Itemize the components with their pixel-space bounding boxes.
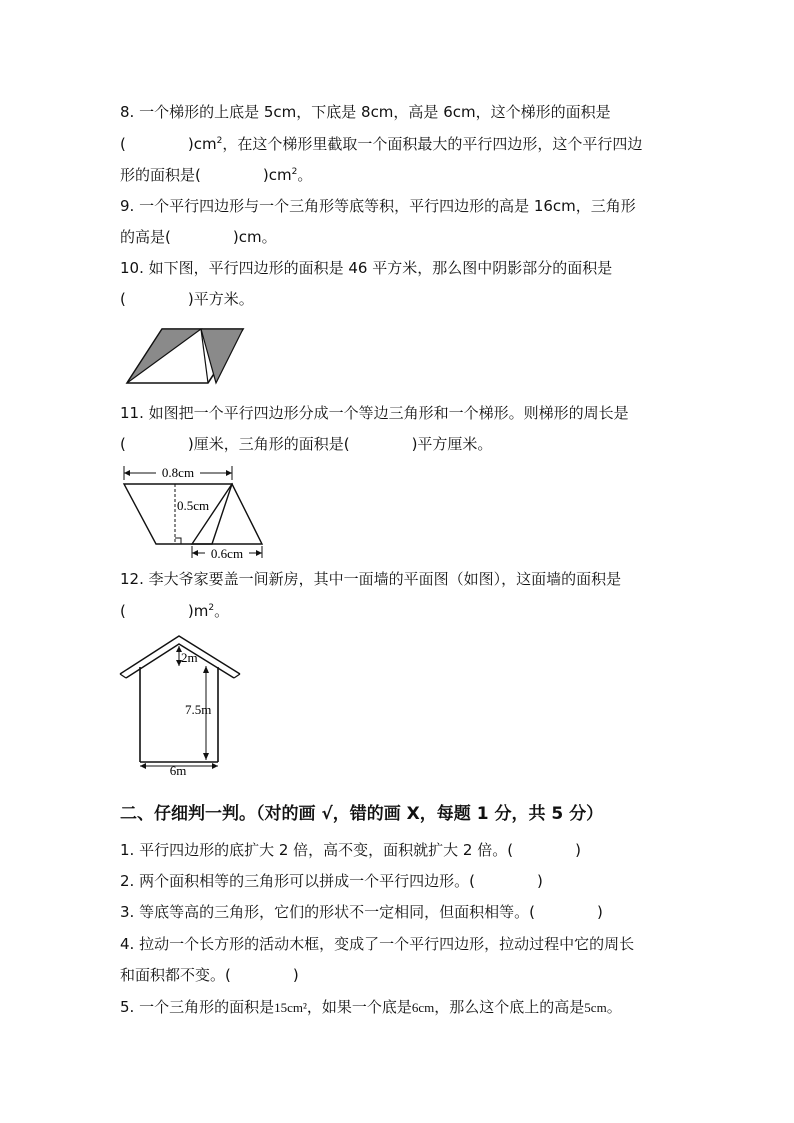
judge-item-1 — [120, 840, 581, 860]
q10-unit: )平方米。 — [187, 290, 254, 308]
q8-line3 — [120, 165, 312, 185]
judge-item-4-line1: 4. 拉动一个长方形的活动木框，变成了一个平行四边形，拉动过程中它的周长 — [120, 935, 635, 953]
judge-item-4-text2: 和面积都不变。( — [120, 966, 231, 984]
q12-line1: 12. 李大爷家要盖一间新房，其中一面墙的平面图（如图），这面墙的面积是 — [120, 570, 622, 588]
judge-item-5-text-c: ，那么这个底上的高是 — [434, 998, 585, 1016]
judge-item-5-text-d: 。 — [606, 998, 622, 1016]
q10-line2 — [120, 289, 254, 309]
q9-line2 — [120, 227, 277, 247]
q11-trapezoid-triangle-figure — [118, 462, 268, 562]
q11-unit: )平方厘米。 — [411, 435, 493, 453]
q12-house-figure — [118, 632, 248, 777]
q11-mid: )厘米，三角形的面积是( — [187, 435, 350, 453]
judge-item-5 — [120, 997, 622, 1018]
q10-parallelogram-figure — [120, 325, 250, 387]
judge-item-2-text: 2. 两个面积相等的三角形可以拼成一个平行四边形。( — [120, 872, 475, 890]
judge-item-1-text: 1. 平行四边形的底扩大 2 倍，高不变，面积就扩大 2 倍。( — [120, 841, 514, 859]
q9-line2-pre: 的高是( — [120, 228, 171, 246]
q12-line2 — [120, 601, 229, 621]
q11-open: ( — [120, 435, 126, 453]
judge-item-4-line2 — [120, 965, 299, 985]
q12-label-roof: 2m — [181, 650, 198, 665]
judge-item-3-text: 3. 等底等高的三角形，它们的形状不一定相同，但面积相等。( — [120, 903, 535, 921]
q12-end: 。 — [214, 602, 230, 620]
q9-line1: 9. 一个平行四边形与一个三角形等底等积，平行四边形的高是 16cm，三角形 — [120, 197, 636, 215]
judge-item-5-height: 5cm — [584, 1000, 607, 1015]
q11-label-height: 0.5cm — [177, 498, 210, 513]
judge-item-3 — [120, 902, 603, 922]
equilateral-triangle — [192, 484, 262, 544]
judge-item-2-close: ) — [536, 872, 543, 890]
judge-item-5-base: 6cm — [411, 1000, 435, 1015]
q12-unit-sup: 2 — [208, 603, 215, 613]
q8-line3-pre: 形的面积是( — [120, 166, 201, 184]
q11-label-bottom: 0.6cm — [210, 546, 244, 561]
judge-item-5-text-a: 5. 一个三角形的面积是 — [120, 998, 275, 1016]
q11-label-top: 0.8cm — [161, 465, 195, 480]
q11-line2 — [120, 434, 492, 454]
judge-item-1-close: ) — [575, 841, 581, 859]
judge-item-4-close: ) — [292, 966, 299, 984]
q10-open: ( — [120, 290, 126, 308]
q8-line2-rest: ，在这个梯形里截取一个面积最大的平行四边形，这个平行四边 — [222, 135, 643, 153]
q8-unit-sup: 2 — [216, 136, 223, 146]
judge-item-5-text-b: ，如果一个底是 — [306, 998, 412, 1016]
q8-line3-end: 。 — [297, 166, 313, 184]
q12-unit: )m — [187, 602, 209, 620]
section-2-title: 二、仔细判一判。（对的画 √，错的画 X，每题 1 分，共 5 分） — [120, 804, 604, 824]
q8-blank1-open: ( — [120, 135, 126, 153]
q8-unit-2: )cm — [262, 166, 292, 184]
q8-line1: 8. 一个梯形的上底是 5cm，下底是 8cm，高是 6cm，这个梯形的面积是 — [120, 103, 611, 121]
q12-open: ( — [120, 602, 126, 620]
q8-unit-sup-2: 2 — [291, 167, 298, 177]
q8-unit: )cm — [187, 135, 217, 153]
judge-item-5-area: 15cm² — [274, 1000, 307, 1015]
q12-label-width: 6m — [169, 763, 187, 777]
trapezoid — [124, 484, 232, 544]
q11-line1: 11. 如图把一个平行四边形分成一个等边三角形和一个梯形。则梯形的周长是 — [120, 404, 629, 422]
q9-unit: )cm。 — [232, 228, 277, 246]
q12-label-height: 7.5m — [185, 702, 212, 717]
judge-item-2 — [120, 871, 543, 891]
q10-line1: 10. 如下图，平行四边形的面积是 46 平方米，那么图中阴影部分的面积是 — [120, 259, 613, 277]
q8-line2 — [120, 134, 642, 154]
judge-item-3-close: ) — [596, 903, 603, 921]
